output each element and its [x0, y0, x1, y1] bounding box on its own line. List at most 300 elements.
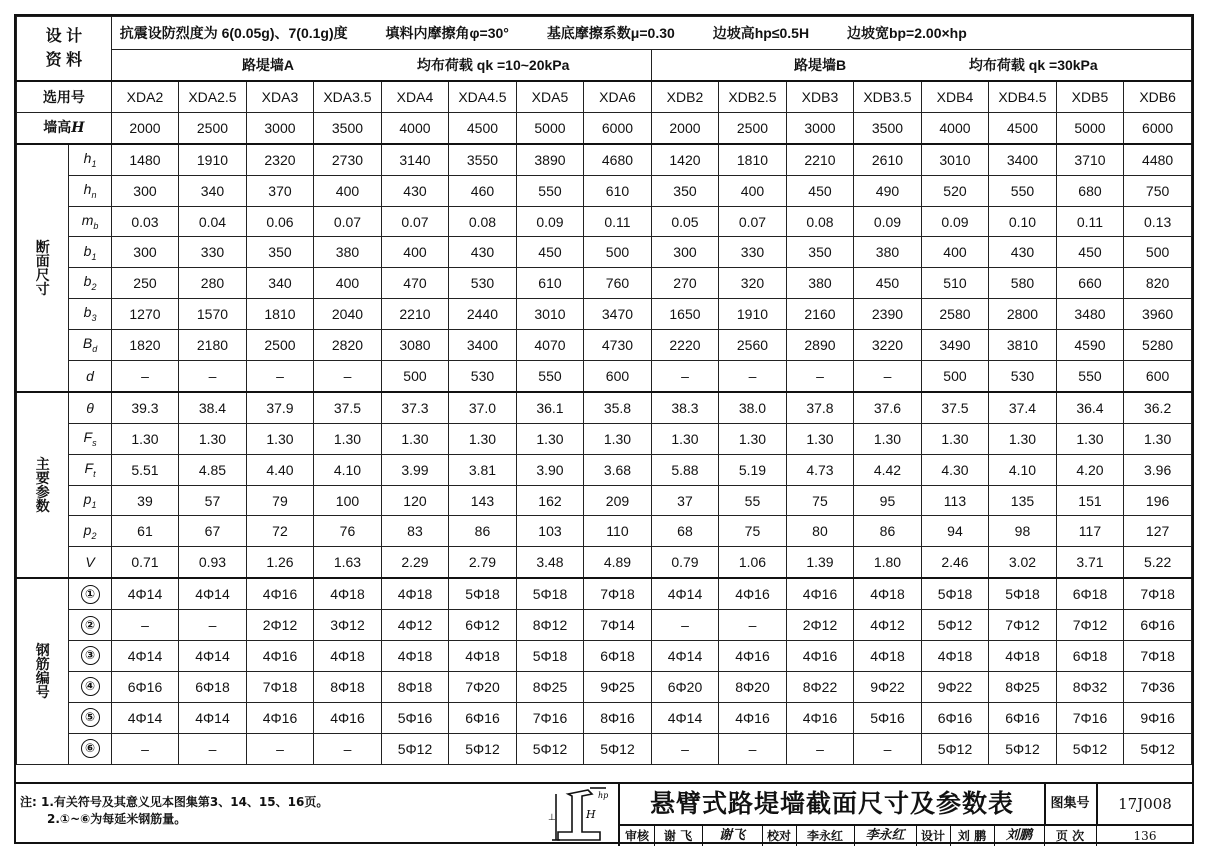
value-cell: 1.30	[381, 423, 449, 454]
value-cell: 4Φ14	[651, 578, 719, 609]
note-line-2: 2.①~⑥为每延米钢筋量。	[47, 812, 187, 826]
value-cell: 4480	[1124, 144, 1192, 175]
wall-a-label: 路堤墙A	[241, 57, 295, 73]
value-cell: 4680	[584, 144, 652, 175]
value-cell: 550	[516, 175, 584, 206]
wall-b-header	[651, 50, 1191, 82]
value-cell: 3Φ12	[314, 610, 382, 641]
model-number-cell: XDB4	[921, 81, 989, 112]
value-cell: 7Φ18	[246, 671, 314, 702]
value-cell: 8Φ16	[584, 702, 652, 733]
value-cell: 151	[1056, 485, 1124, 516]
value-cell: 680	[1056, 175, 1124, 206]
value-cell: 1.30	[314, 423, 382, 454]
value-cell: –	[719, 733, 787, 764]
value-cell: 580	[989, 268, 1057, 299]
value-cell: 490	[854, 175, 922, 206]
value-cell: 0.93	[179, 547, 247, 578]
value-cell: 3400	[989, 144, 1057, 175]
footer	[16, 782, 1192, 846]
value-cell: 530	[989, 361, 1057, 392]
value-cell: 36.4	[1056, 392, 1124, 423]
symbol-cell: $B_d$	[69, 330, 111, 361]
value-cell: 8Φ25	[516, 671, 584, 702]
value-cell: 2890	[786, 330, 854, 361]
value-cell: 4Φ16	[786, 578, 854, 609]
value-cell: 127	[1124, 516, 1192, 547]
seismic-info: 抗震设防烈度为 6(0.05g)、7(0.1g)度	[119, 25, 348, 41]
value-cell: 4Φ14	[111, 578, 179, 609]
value-cell: 600	[584, 361, 652, 392]
value-cell: 3490	[921, 330, 989, 361]
value-cell: 113	[921, 485, 989, 516]
value-cell: 75	[719, 516, 787, 547]
value-cell: 1270	[111, 299, 179, 330]
model-number-cell: XDA5	[516, 81, 584, 112]
value-cell: 330	[179, 237, 247, 268]
value-cell: 530	[449, 361, 517, 392]
value-cell: 86	[854, 516, 922, 547]
value-cell: 5Φ18	[989, 578, 1057, 609]
value-cell: 4Φ14	[111, 641, 179, 672]
value-cell: 4Φ16	[786, 702, 854, 733]
value-cell: 7Φ20	[449, 671, 517, 702]
value-cell: 470	[381, 268, 449, 299]
value-cell: –	[246, 733, 314, 764]
value-cell: 4Φ16	[246, 702, 314, 733]
symbol-cell: ③	[69, 641, 111, 672]
value-cell: 380	[854, 237, 922, 268]
value-cell: 4Φ18	[854, 578, 922, 609]
checker-signature: 李永红	[854, 826, 917, 846]
value-cell: 76	[314, 516, 382, 547]
value-cell: 6Φ18	[584, 641, 652, 672]
wall-height-cell: 3500	[854, 112, 922, 143]
value-cell: 0.10	[989, 206, 1057, 237]
value-cell: 4Φ16	[246, 641, 314, 672]
value-cell: –	[179, 610, 247, 641]
value-cell: 3010	[516, 299, 584, 330]
value-cell: 1.30	[449, 423, 517, 454]
value-cell: 5Φ18	[449, 578, 517, 609]
value-cell: 1.30	[854, 423, 922, 454]
value-cell: –	[314, 361, 382, 392]
value-cell: 3.02	[989, 547, 1057, 578]
value-cell: 0.09	[921, 206, 989, 237]
value-cell: 4Φ18	[381, 578, 449, 609]
value-cell: 400	[314, 268, 382, 299]
model-number-cell: XDA3	[246, 81, 314, 112]
value-cell: 4Φ14	[651, 702, 719, 733]
value-cell: 330	[719, 237, 787, 268]
value-cell: 4Φ14	[179, 702, 247, 733]
value-cell: 430	[381, 175, 449, 206]
value-cell: 0.71	[111, 547, 179, 578]
value-cell: 1.26	[246, 547, 314, 578]
value-cell: 120	[381, 485, 449, 516]
symbol-cell: $m_b$	[69, 206, 111, 237]
value-cell: 5Φ12	[1056, 733, 1124, 764]
check-label: 校对	[762, 826, 797, 846]
value-cell: 400	[921, 237, 989, 268]
value-cell: 510	[921, 268, 989, 299]
value-cell: 4Φ18	[314, 578, 382, 609]
value-cell: 400	[381, 237, 449, 268]
model-number-cell: XDB2.5	[719, 81, 787, 112]
value-cell: 4Φ16	[246, 578, 314, 609]
value-cell: 0.09	[854, 206, 922, 237]
value-cell: 3710	[1056, 144, 1124, 175]
value-cell: 35.8	[584, 392, 652, 423]
value-cell: 300	[111, 237, 179, 268]
model-number-cell: XDA4.5	[449, 81, 517, 112]
value-cell: 1.30	[1124, 423, 1192, 454]
value-cell: 1810	[719, 144, 787, 175]
symbol-cell: $p_1$	[69, 485, 111, 516]
value-cell: 8Φ18	[381, 671, 449, 702]
value-cell: 3140	[381, 144, 449, 175]
value-cell: 110	[584, 516, 652, 547]
value-cell: 350	[246, 237, 314, 268]
value-cell: 100	[314, 485, 382, 516]
page-label: 页 次	[1044, 826, 1097, 846]
atlas-number: 17J008	[1096, 784, 1194, 826]
value-cell: 5Φ16	[854, 702, 922, 733]
group-label-1: 主 要 参 数	[17, 392, 69, 578]
model-number-cell: XDA2.5	[179, 81, 247, 112]
design-info	[111, 17, 1191, 50]
value-cell: 5Φ18	[516, 578, 584, 609]
title-block	[618, 784, 1194, 846]
value-cell: 530	[449, 268, 517, 299]
value-cell: 37.3	[381, 392, 449, 423]
section-h-label: H	[586, 808, 596, 821]
model-number-cell: XDA6	[584, 81, 652, 112]
value-cell: 1910	[179, 144, 247, 175]
value-cell: 2580	[921, 299, 989, 330]
value-cell: 1650	[651, 299, 719, 330]
value-cell: 9Φ16	[1124, 702, 1192, 733]
section-h1-label: ⊥	[548, 813, 556, 823]
value-cell: 3220	[854, 330, 922, 361]
value-cell: 37.4	[989, 392, 1057, 423]
wall-height-cell: 5000	[516, 112, 584, 143]
value-cell: 600	[1124, 361, 1192, 392]
value-cell: 320	[719, 268, 787, 299]
value-cell: 75	[786, 485, 854, 516]
value-cell: –	[179, 733, 247, 764]
value-cell: 1.30	[786, 423, 854, 454]
value-cell: 38.4	[179, 392, 247, 423]
value-cell: –	[651, 733, 719, 764]
symbol-cell: ①	[69, 578, 111, 609]
value-cell: 55	[719, 485, 787, 516]
value-cell: 340	[179, 175, 247, 206]
value-cell: 550	[516, 361, 584, 392]
value-cell: –	[719, 361, 787, 392]
parameter-table	[16, 16, 1192, 765]
value-cell: –	[314, 733, 382, 764]
slope-width-info: 边坡宽bp=2.00×hp	[846, 25, 967, 41]
value-cell: 83	[381, 516, 449, 547]
value-cell: 6Φ16	[989, 702, 1057, 733]
value-cell: 280	[179, 268, 247, 299]
value-cell: 38.3	[651, 392, 719, 423]
value-cell: 4.85	[179, 454, 247, 485]
value-cell: 520	[921, 175, 989, 206]
value-cell: 4.89	[584, 547, 652, 578]
reviewer-name: 谢 飞	[654, 826, 703, 846]
section-hp-label: hp	[598, 791, 609, 800]
value-cell: –	[786, 361, 854, 392]
value-cell: 5Φ12	[921, 733, 989, 764]
value-cell: 2160	[786, 299, 854, 330]
value-cell: 6Φ16	[1124, 610, 1192, 641]
model-number-cell: XDA3.5	[314, 81, 382, 112]
value-cell: 2.79	[449, 547, 517, 578]
value-cell: 5.22	[1124, 547, 1192, 578]
value-cell: 67	[179, 516, 247, 547]
value-cell: 5280	[1124, 330, 1192, 361]
value-cell: 9Φ22	[921, 671, 989, 702]
value-cell: 3.68	[584, 454, 652, 485]
value-cell: 196	[1124, 485, 1192, 516]
value-cell: 4Φ18	[854, 641, 922, 672]
model-number-cell: XDB3	[786, 81, 854, 112]
value-cell: 300	[651, 237, 719, 268]
notes	[20, 794, 328, 828]
base-friction-info: 基底摩擦系数μ=0.30	[546, 25, 675, 41]
wall-a-load: 均布荷载 qk =10~20kPa	[416, 57, 570, 73]
value-cell: 3480	[1056, 299, 1124, 330]
model-number-cell: XDB2	[651, 81, 719, 112]
value-cell: 103	[516, 516, 584, 547]
value-cell: 37.6	[854, 392, 922, 423]
value-cell: 117	[1056, 516, 1124, 547]
model-number-cell: XDA4	[381, 81, 449, 112]
value-cell: 7Φ18	[1124, 641, 1192, 672]
note-line-1: 注: 1.有关符号及其意义见本图集第3、14、15、16页。	[20, 795, 329, 809]
value-cell: 0.05	[651, 206, 719, 237]
value-cell: 1.30	[921, 423, 989, 454]
value-cell: 3890	[516, 144, 584, 175]
symbol-cell: ⑥	[69, 733, 111, 764]
value-cell: 1820	[111, 330, 179, 361]
value-cell: 6Φ18	[179, 671, 247, 702]
value-cell: 37	[651, 485, 719, 516]
value-cell: 2Φ12	[246, 610, 314, 641]
value-cell: 4Φ12	[381, 610, 449, 641]
value-cell: 660	[1056, 268, 1124, 299]
value-cell: 6Φ20	[651, 671, 719, 702]
friction-angle-info: 填料内摩擦角φ=30°	[385, 25, 509, 41]
value-cell: 3.71	[1056, 547, 1124, 578]
value-cell: 3.90	[516, 454, 584, 485]
value-cell: 0.08	[786, 206, 854, 237]
value-cell: 37.8	[786, 392, 854, 423]
value-cell: 79	[246, 485, 314, 516]
wall-height-cell: 3000	[786, 112, 854, 143]
value-cell: 8Φ22	[786, 671, 854, 702]
wall-height-cell: 2000	[111, 112, 179, 143]
value-cell: 4Φ18	[921, 641, 989, 672]
value-cell: 380	[786, 268, 854, 299]
value-cell: 500	[584, 237, 652, 268]
value-cell: 8Φ12	[516, 610, 584, 641]
value-cell: 5Φ12	[989, 733, 1057, 764]
wall-height-cell: 3000	[246, 112, 314, 143]
value-cell: 7Φ36	[1124, 671, 1192, 702]
symbol-cell: $F_t$	[69, 454, 111, 485]
value-cell: 7Φ16	[516, 702, 584, 733]
value-cell: 1910	[719, 299, 787, 330]
value-cell: 95	[854, 485, 922, 516]
symbol-cell: ②	[69, 610, 111, 641]
slope-height-info: 边坡高hp≤0.5H	[712, 25, 810, 41]
value-cell: 550	[1056, 361, 1124, 392]
wall-height-label: 墙高H	[17, 112, 112, 143]
value-cell: 1.30	[516, 423, 584, 454]
value-cell: 3.81	[449, 454, 517, 485]
value-cell: 1.30	[1056, 423, 1124, 454]
wall-section-icon	[538, 786, 618, 844]
value-cell: 430	[449, 237, 517, 268]
drawing-title: 悬臂式路堤墙截面尺寸及参数表	[620, 784, 1046, 826]
value-cell: 2.29	[381, 547, 449, 578]
value-cell: 4.40	[246, 454, 314, 485]
value-cell: 86	[449, 516, 517, 547]
value-cell: 2210	[786, 144, 854, 175]
value-cell: 7Φ14	[584, 610, 652, 641]
wall-height-cell: 4000	[921, 112, 989, 143]
wall-height-cell: 2500	[179, 112, 247, 143]
model-number-cell: XDB5	[1056, 81, 1124, 112]
value-cell: 5Φ12	[1124, 733, 1192, 764]
value-cell: 4Φ16	[719, 641, 787, 672]
value-cell: 3960	[1124, 299, 1192, 330]
value-cell: 37.0	[449, 392, 517, 423]
wall-height-cell: 4500	[989, 112, 1057, 143]
value-cell: 4070	[516, 330, 584, 361]
value-cell: 0.07	[719, 206, 787, 237]
value-cell: 2Φ12	[786, 610, 854, 641]
value-cell: 2440	[449, 299, 517, 330]
value-cell: 4730	[584, 330, 652, 361]
value-cell: 5Φ18	[516, 641, 584, 672]
value-cell: 37.5	[314, 392, 382, 423]
value-cell: 2820	[314, 330, 382, 361]
value-cell: 72	[246, 516, 314, 547]
value-cell: 7Φ12	[989, 610, 1057, 641]
value-cell: 2610	[854, 144, 922, 175]
value-cell: 450	[854, 268, 922, 299]
value-cell: 1.30	[719, 423, 787, 454]
value-cell: 1.30	[111, 423, 179, 454]
symbol-cell: $b_3$	[69, 299, 111, 330]
wall-height-cell: 6000	[1124, 112, 1192, 143]
value-cell: 2560	[719, 330, 787, 361]
symbol-cell: $h_1$	[69, 144, 111, 175]
value-cell: 4Φ18	[449, 641, 517, 672]
value-cell: 4Φ16	[314, 702, 382, 733]
value-cell: 0.03	[111, 206, 179, 237]
reviewer-signature: 谢飞	[702, 826, 763, 846]
value-cell: 1.30	[246, 423, 314, 454]
value-cell: 2040	[314, 299, 382, 330]
value-cell: 6Φ12	[449, 610, 517, 641]
value-cell: 7Φ16	[1056, 702, 1124, 733]
value-cell: 80	[786, 516, 854, 547]
value-cell: 94	[921, 516, 989, 547]
value-cell: 98	[989, 516, 1057, 547]
value-cell: 0.07	[314, 206, 382, 237]
symbol-cell: $F_s$	[69, 423, 111, 454]
value-cell: 6Φ16	[921, 702, 989, 733]
value-cell: 4Φ12	[854, 610, 922, 641]
value-cell: 1.06	[719, 547, 787, 578]
value-cell: 4.73	[786, 454, 854, 485]
value-cell: 400	[314, 175, 382, 206]
value-cell: –	[651, 610, 719, 641]
value-cell: 3470	[584, 299, 652, 330]
value-cell: 250	[111, 268, 179, 299]
value-cell: 0.09	[516, 206, 584, 237]
value-cell: 2180	[179, 330, 247, 361]
symbol-cell: $h_n$	[69, 175, 111, 206]
value-cell: 4Φ16	[786, 641, 854, 672]
design-label: 设计	[916, 826, 951, 846]
value-cell: 1810	[246, 299, 314, 330]
value-cell: 0.04	[179, 206, 247, 237]
value-cell: 4Φ14	[111, 702, 179, 733]
value-cell: 380	[314, 237, 382, 268]
value-cell: 3.96	[1124, 454, 1192, 485]
value-cell: 4.30	[921, 454, 989, 485]
value-cell: 3550	[449, 144, 517, 175]
value-cell: 340	[246, 268, 314, 299]
value-cell: –	[246, 361, 314, 392]
wall-height-cell: 2500	[719, 112, 787, 143]
model-number-cell: XDB4.5	[989, 81, 1057, 112]
value-cell: 6Φ18	[1056, 641, 1124, 672]
model-number-label: 选用号	[17, 81, 112, 112]
value-cell: 9Φ22	[854, 671, 922, 702]
value-cell: 3.48	[516, 547, 584, 578]
value-cell: 7Φ18	[584, 578, 652, 609]
designer-signature: 刘鹏	[994, 826, 1045, 846]
checker-name: 李永红	[796, 826, 855, 846]
value-cell: 1.30	[989, 423, 1057, 454]
value-cell: 9Φ25	[584, 671, 652, 702]
symbol-cell: $b_1$	[69, 237, 111, 268]
value-cell: 4Φ16	[719, 578, 787, 609]
value-cell: 8Φ32	[1056, 671, 1124, 702]
value-cell: 209	[584, 485, 652, 516]
value-cell: 0.11	[1056, 206, 1124, 237]
value-cell: 2.46	[921, 547, 989, 578]
designer-name: 刘 鹏	[950, 826, 995, 846]
value-cell: 550	[989, 175, 1057, 206]
value-cell: 36.2	[1124, 392, 1192, 423]
value-cell: 820	[1124, 268, 1192, 299]
value-cell: 1.30	[651, 423, 719, 454]
value-cell: 36.1	[516, 392, 584, 423]
value-cell: 8Φ20	[719, 671, 787, 702]
value-cell: 5.51	[111, 454, 179, 485]
drawing-sheet	[14, 14, 1194, 844]
value-cell: 2220	[651, 330, 719, 361]
value-cell: 1.80	[854, 547, 922, 578]
